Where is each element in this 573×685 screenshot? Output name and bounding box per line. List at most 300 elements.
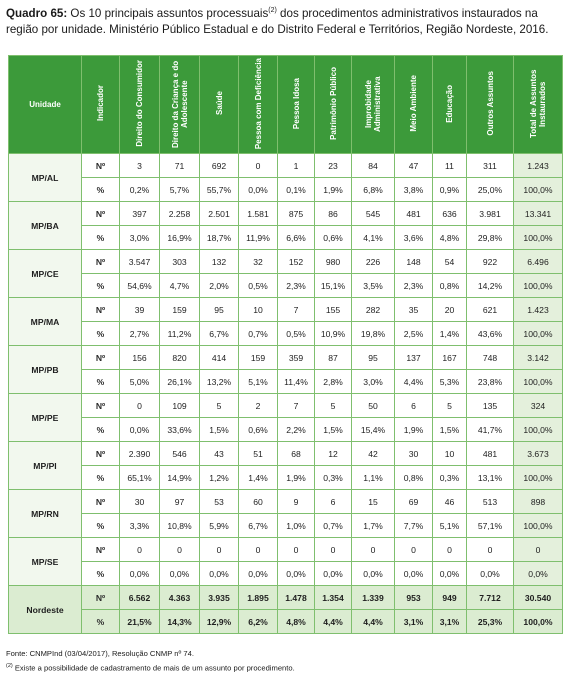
indicator-cell: Nº bbox=[82, 442, 120, 466]
value-cell: 100,0% bbox=[514, 226, 563, 250]
value-cell: 5,7% bbox=[160, 178, 200, 202]
value-cell: 71 bbox=[160, 154, 200, 178]
value-cell: 39 bbox=[120, 298, 160, 322]
unit-cell: MP/PB bbox=[9, 346, 82, 394]
value-cell: 25,3% bbox=[467, 610, 514, 634]
value-cell: 0,0% bbox=[467, 562, 514, 586]
value-cell: 19,8% bbox=[352, 322, 395, 346]
value-cell: 65,1% bbox=[120, 466, 160, 490]
footnote-2-text: Existe a possibilidade de cadastramento de mais de um assunto por procedimento. bbox=[12, 663, 295, 673]
header-col-10 bbox=[433, 56, 467, 154]
value-cell: 2,5% bbox=[395, 322, 433, 346]
value-cell: 0,8% bbox=[395, 466, 433, 490]
value-cell: 0 bbox=[395, 538, 433, 562]
value-cell: 100,0% bbox=[514, 322, 563, 346]
value-cell: 11,9% bbox=[239, 226, 278, 250]
value-cell: 57,1% bbox=[467, 514, 514, 538]
table-row bbox=[9, 154, 563, 178]
value-cell: 414 bbox=[200, 346, 239, 370]
value-cell: 0,7% bbox=[239, 322, 278, 346]
indicator-cell: % bbox=[82, 466, 120, 490]
header-label: Indicador bbox=[96, 85, 105, 122]
value-cell: 137 bbox=[395, 346, 433, 370]
value-cell: 33,6% bbox=[160, 418, 200, 442]
value-cell: 3,1% bbox=[395, 610, 433, 634]
value-cell: 51 bbox=[239, 442, 278, 466]
value-cell: 14,3% bbox=[160, 610, 200, 634]
value-cell: 1.581 bbox=[239, 202, 278, 226]
value-cell: 10,9% bbox=[315, 322, 352, 346]
value-cell: 5,1% bbox=[433, 514, 467, 538]
value-cell: 3,8% bbox=[395, 178, 433, 202]
header-label: Pessoa com Deficiência bbox=[253, 57, 263, 150]
value-cell: 0 bbox=[315, 538, 352, 562]
value-cell: 5,9% bbox=[200, 514, 239, 538]
value-cell: 3,3% bbox=[120, 514, 160, 538]
table-caption bbox=[6, 6, 566, 38]
value-cell: 2,8% bbox=[315, 370, 352, 394]
value-cell: 303 bbox=[160, 250, 200, 274]
value-cell: 481 bbox=[395, 202, 433, 226]
value-cell: 2,2% bbox=[278, 418, 315, 442]
value-cell: 3,6% bbox=[395, 226, 433, 250]
value-cell: 4,4% bbox=[352, 610, 395, 634]
value-cell: 820 bbox=[160, 346, 200, 370]
value-cell: 47 bbox=[395, 154, 433, 178]
header-label: Direito do Consumidor bbox=[135, 60, 144, 147]
value-cell: 3,5% bbox=[352, 274, 395, 298]
value-cell: 0,8% bbox=[433, 274, 467, 298]
indicator-cell: Nº bbox=[82, 538, 120, 562]
header-label: Pessoa Idosa bbox=[291, 77, 301, 130]
value-cell: 95 bbox=[352, 346, 395, 370]
value-cell: 1,5% bbox=[315, 418, 352, 442]
footnotes bbox=[6, 648, 295, 675]
value-cell: 135 bbox=[467, 394, 514, 418]
header-col-3 bbox=[160, 56, 200, 154]
indicator-cell: % bbox=[82, 178, 120, 202]
value-cell: 84 bbox=[352, 154, 395, 178]
value-cell: 159 bbox=[160, 298, 200, 322]
value-cell: 100,0% bbox=[514, 370, 563, 394]
value-cell: 12,9% bbox=[200, 610, 239, 634]
value-cell: 152 bbox=[278, 250, 315, 274]
value-cell: 748 bbox=[467, 346, 514, 370]
header-col-7 bbox=[315, 56, 352, 154]
value-cell: 1,1% bbox=[352, 466, 395, 490]
unit-cell: MP/MA bbox=[9, 298, 82, 346]
value-cell: 15,1% bbox=[315, 274, 352, 298]
value-cell: 0 bbox=[467, 538, 514, 562]
value-cell: 0,0% bbox=[160, 562, 200, 586]
source-note: Fonte: CNMPInd (03/04/2017), Resolução CNMP nº 74. bbox=[6, 649, 194, 658]
header-col-9 bbox=[395, 56, 433, 154]
unit-cell: MP/CE bbox=[9, 250, 82, 298]
value-cell: 1,5% bbox=[200, 418, 239, 442]
table-row bbox=[9, 442, 563, 466]
value-cell: 0,0% bbox=[278, 562, 315, 586]
value-cell: 132 bbox=[200, 250, 239, 274]
indicator-cell: % bbox=[82, 322, 120, 346]
value-cell: 0,0% bbox=[352, 562, 395, 586]
value-cell: 1 bbox=[278, 154, 315, 178]
value-cell: 0 bbox=[239, 538, 278, 562]
caption-lead: Quadro 65: bbox=[6, 7, 68, 20]
indicator-cell: % bbox=[82, 610, 120, 634]
value-cell: 545 bbox=[352, 202, 395, 226]
header-col-2 bbox=[120, 56, 160, 154]
value-cell: 30.540 bbox=[514, 586, 563, 610]
value-cell: 0,5% bbox=[278, 322, 315, 346]
value-cell: 7 bbox=[278, 298, 315, 322]
value-cell: 1,9% bbox=[395, 418, 433, 442]
value-cell: 9 bbox=[278, 490, 315, 514]
value-cell: 13,2% bbox=[200, 370, 239, 394]
value-cell: 13.341 bbox=[514, 202, 563, 226]
header-label: Meio Ambiente bbox=[409, 75, 418, 132]
unit-cell: MP/PI bbox=[9, 442, 82, 490]
value-cell: 0 bbox=[514, 538, 563, 562]
indicator-cell: Nº bbox=[82, 298, 120, 322]
value-cell: 1.478 bbox=[278, 586, 315, 610]
table-row bbox=[9, 490, 563, 514]
value-cell: 7 bbox=[278, 394, 315, 418]
value-cell: 6,6% bbox=[278, 226, 315, 250]
table-row bbox=[9, 466, 563, 490]
value-cell: 6.496 bbox=[514, 250, 563, 274]
value-cell: 1,2% bbox=[200, 466, 239, 490]
header-label: Saúde bbox=[214, 91, 224, 116]
unit-cell: MP/RN bbox=[9, 490, 82, 538]
value-cell: 100,0% bbox=[514, 466, 563, 490]
value-cell: 10 bbox=[239, 298, 278, 322]
value-cell: 1,5% bbox=[433, 418, 467, 442]
table-row bbox=[9, 274, 563, 298]
value-cell: 397 bbox=[120, 202, 160, 226]
value-cell: 481 bbox=[467, 442, 514, 466]
value-cell: 29,8% bbox=[467, 226, 514, 250]
value-cell: 15 bbox=[352, 490, 395, 514]
value-cell: 21,5% bbox=[120, 610, 160, 634]
data-table bbox=[8, 55, 563, 634]
value-cell: 1.354 bbox=[315, 586, 352, 610]
value-cell: 3,0% bbox=[352, 370, 395, 394]
value-cell: 0,3% bbox=[315, 466, 352, 490]
value-cell: 0,0% bbox=[315, 562, 352, 586]
value-cell: 226 bbox=[352, 250, 395, 274]
value-cell: 0 bbox=[120, 394, 160, 418]
header-label: Total de Assuntos Instaurados bbox=[529, 69, 547, 138]
value-cell: 20 bbox=[433, 298, 467, 322]
value-cell: 0 bbox=[160, 538, 200, 562]
value-cell: 43,6% bbox=[467, 322, 514, 346]
value-cell: 109 bbox=[160, 394, 200, 418]
value-cell: 95 bbox=[200, 298, 239, 322]
footnote-2-mark: (2) bbox=[6, 663, 13, 669]
indicator-cell: % bbox=[82, 370, 120, 394]
value-cell: 2.258 bbox=[160, 202, 200, 226]
value-cell: 5,3% bbox=[433, 370, 467, 394]
value-cell: 155 bbox=[315, 298, 352, 322]
value-cell: 898 bbox=[514, 490, 563, 514]
value-cell: 15,4% bbox=[352, 418, 395, 442]
value-cell: 922 bbox=[467, 250, 514, 274]
unit-cell: Nordeste bbox=[9, 586, 82, 634]
header-col-4 bbox=[200, 56, 239, 154]
indicator-cell: % bbox=[82, 418, 120, 442]
value-cell: 5 bbox=[315, 394, 352, 418]
header-col-6 bbox=[278, 56, 315, 154]
value-cell: 282 bbox=[352, 298, 395, 322]
value-cell: 0 bbox=[278, 538, 315, 562]
value-cell: 10 bbox=[433, 442, 467, 466]
value-cell: 1,9% bbox=[315, 178, 352, 202]
value-cell: 3,1% bbox=[433, 610, 467, 634]
value-cell: 6,8% bbox=[352, 178, 395, 202]
indicator-cell: Nº bbox=[82, 154, 120, 178]
value-cell: 1,9% bbox=[278, 466, 315, 490]
value-cell: 1,7% bbox=[352, 514, 395, 538]
value-cell: 0,0% bbox=[239, 178, 278, 202]
value-cell: 30 bbox=[120, 490, 160, 514]
value-cell: 0,6% bbox=[239, 418, 278, 442]
value-cell: 3,0% bbox=[120, 226, 160, 250]
value-cell: 0,0% bbox=[433, 562, 467, 586]
header-label: Patrimônio Público bbox=[328, 67, 338, 140]
value-cell: 4,1% bbox=[352, 226, 395, 250]
value-cell: 0 bbox=[120, 538, 160, 562]
value-cell: 69 bbox=[395, 490, 433, 514]
value-cell: 5,0% bbox=[120, 370, 160, 394]
value-cell: 148 bbox=[395, 250, 433, 274]
indicator-cell: % bbox=[82, 562, 120, 586]
value-cell: 18,7% bbox=[200, 226, 239, 250]
table-row bbox=[9, 610, 563, 634]
value-cell: 1,4% bbox=[433, 322, 467, 346]
indicator-cell: % bbox=[82, 226, 120, 250]
value-cell: 23 bbox=[315, 154, 352, 178]
value-cell: 6,2% bbox=[239, 610, 278, 634]
value-cell: 30 bbox=[395, 442, 433, 466]
value-cell: 0,3% bbox=[433, 466, 467, 490]
value-cell: 87 bbox=[315, 346, 352, 370]
value-cell: 5 bbox=[200, 394, 239, 418]
value-cell: 100,0% bbox=[514, 178, 563, 202]
value-cell: 3.673 bbox=[514, 442, 563, 466]
value-cell: 10,8% bbox=[160, 514, 200, 538]
value-cell: 980 bbox=[315, 250, 352, 274]
indicator-cell: Nº bbox=[82, 346, 120, 370]
value-cell: 953 bbox=[395, 586, 433, 610]
header-col-1 bbox=[82, 56, 120, 154]
value-cell: 949 bbox=[433, 586, 467, 610]
header-label: Educação bbox=[445, 84, 454, 123]
value-cell: 6.562 bbox=[120, 586, 160, 610]
indicator-cell: Nº bbox=[82, 586, 120, 610]
value-cell: 4,8% bbox=[278, 610, 315, 634]
value-cell: 0 bbox=[433, 538, 467, 562]
value-cell: 0,7% bbox=[315, 514, 352, 538]
header-label: Improbidade Administrativa bbox=[364, 75, 382, 132]
value-cell: 3.981 bbox=[467, 202, 514, 226]
value-cell: 513 bbox=[467, 490, 514, 514]
value-cell: 1.339 bbox=[352, 586, 395, 610]
value-cell: 2,0% bbox=[200, 274, 239, 298]
indicator-cell: % bbox=[82, 514, 120, 538]
value-cell: 11,4% bbox=[278, 370, 315, 394]
value-cell: 3.935 bbox=[200, 586, 239, 610]
value-cell: 0,0% bbox=[395, 562, 433, 586]
value-cell: 3.547 bbox=[120, 250, 160, 274]
value-cell: 54 bbox=[433, 250, 467, 274]
indicator-cell: Nº bbox=[82, 250, 120, 274]
indicator-cell: % bbox=[82, 274, 120, 298]
value-cell: 6,7% bbox=[239, 514, 278, 538]
value-cell: 11 bbox=[433, 154, 467, 178]
value-cell: 167 bbox=[433, 346, 467, 370]
indicator-cell: Nº bbox=[82, 202, 120, 226]
value-cell: 0 bbox=[239, 154, 278, 178]
value-cell: 1.895 bbox=[239, 586, 278, 610]
value-cell: 54,6% bbox=[120, 274, 160, 298]
value-cell: 0,1% bbox=[278, 178, 315, 202]
value-cell: 0 bbox=[352, 538, 395, 562]
value-cell: 2,3% bbox=[278, 274, 315, 298]
header-row bbox=[9, 56, 563, 154]
value-cell: 1,4% bbox=[239, 466, 278, 490]
value-cell: 0,6% bbox=[315, 226, 352, 250]
value-cell: 2,7% bbox=[120, 322, 160, 346]
value-cell: 100,0% bbox=[514, 274, 563, 298]
value-cell: 0,0% bbox=[120, 418, 160, 442]
value-cell: 546 bbox=[160, 442, 200, 466]
value-cell: 3.142 bbox=[514, 346, 563, 370]
value-cell: 324 bbox=[514, 394, 563, 418]
value-cell: 6 bbox=[395, 394, 433, 418]
indicator-cell: Nº bbox=[82, 490, 120, 514]
caption-text-a: Os 10 principais assuntos processuais bbox=[67, 7, 269, 20]
value-cell: 4.363 bbox=[160, 586, 200, 610]
value-cell: 0,0% bbox=[200, 562, 239, 586]
value-cell: 311 bbox=[467, 154, 514, 178]
value-cell: 4,7% bbox=[160, 274, 200, 298]
value-cell: 159 bbox=[239, 346, 278, 370]
table-row bbox=[9, 418, 563, 442]
value-cell: 53 bbox=[200, 490, 239, 514]
header-col-11 bbox=[467, 56, 514, 154]
table-row bbox=[9, 562, 563, 586]
unit-cell: MP/AL bbox=[9, 154, 82, 202]
value-cell: 0,0% bbox=[239, 562, 278, 586]
value-cell: 2.501 bbox=[200, 202, 239, 226]
value-cell: 13,1% bbox=[467, 466, 514, 490]
value-cell: 1,0% bbox=[278, 514, 315, 538]
value-cell: 32 bbox=[239, 250, 278, 274]
value-cell: 4,8% bbox=[433, 226, 467, 250]
value-cell: 0,2% bbox=[120, 178, 160, 202]
value-cell: 100,0% bbox=[514, 514, 563, 538]
value-cell: 5 bbox=[433, 394, 467, 418]
value-cell: 100,0% bbox=[514, 610, 563, 634]
table-row bbox=[9, 370, 563, 394]
value-cell: 692 bbox=[200, 154, 239, 178]
value-cell: 14,2% bbox=[467, 274, 514, 298]
table-row bbox=[9, 202, 563, 226]
value-cell: 41,7% bbox=[467, 418, 514, 442]
value-cell: 4,4% bbox=[395, 370, 433, 394]
value-cell: 11,2% bbox=[160, 322, 200, 346]
value-cell: 0,0% bbox=[120, 562, 160, 586]
value-cell: 359 bbox=[278, 346, 315, 370]
header-label: Direito da Criança e do Adolescente bbox=[170, 59, 189, 148]
value-cell: 7.712 bbox=[467, 586, 514, 610]
table-row bbox=[9, 298, 563, 322]
header-unidade bbox=[9, 56, 82, 154]
table-body bbox=[9, 154, 563, 634]
value-cell: 875 bbox=[278, 202, 315, 226]
value-cell: 26,1% bbox=[160, 370, 200, 394]
value-cell: 0,9% bbox=[433, 178, 467, 202]
value-cell: 60 bbox=[239, 490, 278, 514]
value-cell: 7,7% bbox=[395, 514, 433, 538]
value-cell: 50 bbox=[352, 394, 395, 418]
value-cell: 0,5% bbox=[239, 274, 278, 298]
value-cell: 42 bbox=[352, 442, 395, 466]
value-cell: 16,9% bbox=[160, 226, 200, 250]
value-cell: 621 bbox=[467, 298, 514, 322]
table-row bbox=[9, 250, 563, 274]
value-cell: 636 bbox=[433, 202, 467, 226]
header-label: Unidade bbox=[29, 100, 61, 109]
table-row bbox=[9, 538, 563, 562]
unit-cell: MP/SE bbox=[9, 538, 82, 586]
value-cell: 100,0% bbox=[514, 418, 563, 442]
table-row bbox=[9, 322, 563, 346]
value-cell: 2.390 bbox=[120, 442, 160, 466]
header-col-5 bbox=[239, 56, 278, 154]
value-cell: 2,3% bbox=[395, 274, 433, 298]
table-row bbox=[9, 394, 563, 418]
value-cell: 68 bbox=[278, 442, 315, 466]
value-cell: 55,7% bbox=[200, 178, 239, 202]
table-row bbox=[9, 346, 563, 370]
value-cell: 86 bbox=[315, 202, 352, 226]
value-cell: 2 bbox=[239, 394, 278, 418]
value-cell: 6 bbox=[315, 490, 352, 514]
indicator-cell: Nº bbox=[82, 394, 120, 418]
value-cell: 46 bbox=[433, 490, 467, 514]
value-cell: 156 bbox=[120, 346, 160, 370]
table-row bbox=[9, 226, 563, 250]
value-cell: 23,8% bbox=[467, 370, 514, 394]
unit-cell: MP/PE bbox=[9, 394, 82, 442]
value-cell: 25,0% bbox=[467, 178, 514, 202]
value-cell: 35 bbox=[395, 298, 433, 322]
table-row bbox=[9, 178, 563, 202]
header-label: Outros Assuntos bbox=[485, 71, 495, 136]
value-cell: 97 bbox=[160, 490, 200, 514]
value-cell: 0 bbox=[200, 538, 239, 562]
value-cell: 43 bbox=[200, 442, 239, 466]
value-cell: 6,7% bbox=[200, 322, 239, 346]
header-col-12 bbox=[514, 56, 563, 154]
value-cell: 1.243 bbox=[514, 154, 563, 178]
value-cell: 4,4% bbox=[315, 610, 352, 634]
footnote-2 bbox=[6, 660, 295, 675]
header-col-8 bbox=[352, 56, 395, 154]
value-cell: 14,9% bbox=[160, 466, 200, 490]
value-cell: 3 bbox=[120, 154, 160, 178]
